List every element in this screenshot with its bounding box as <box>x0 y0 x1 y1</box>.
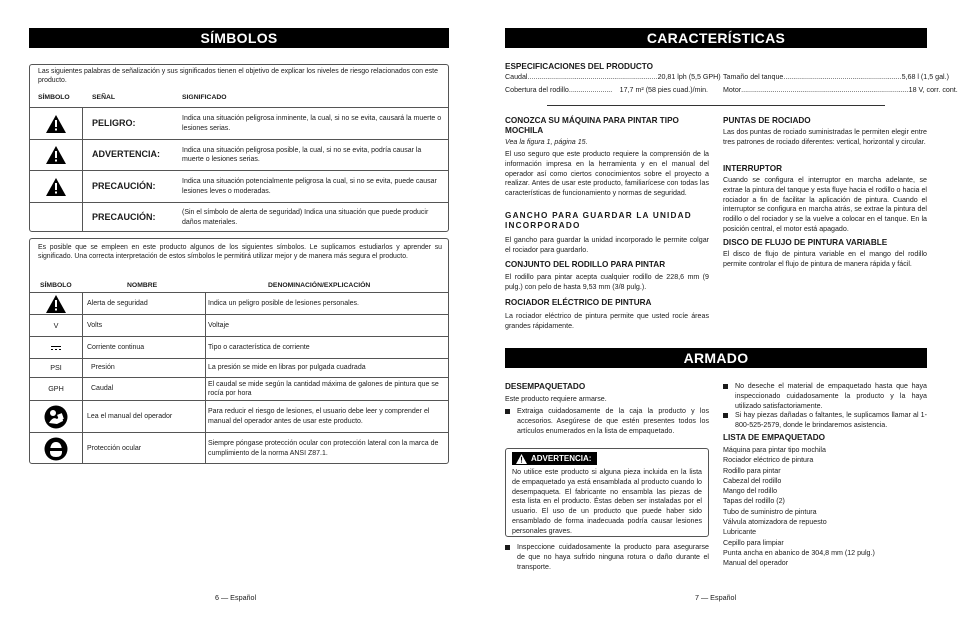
symbol-name: Presión <box>91 364 115 372</box>
read-manual-icon <box>30 401 82 432</box>
warning-label: ADVERTENCIA: <box>531 454 592 463</box>
symbol-name: Lea el manual del operador <box>87 412 173 420</box>
symbol-explanation: El caudal se mide según la cantidad máxima de galones de pintura que se rocía por hora <box>208 380 439 397</box>
alert-triangle-icon <box>30 108 82 139</box>
spec-row-flow: Caudal .................................................................. 20,81 lph (5,5 GPH) <box>505 73 721 81</box>
features-banner: CARACTERÍSTICAS <box>505 28 927 48</box>
unpack-bullet-4: Si hay piezas dañadas o faltantes, le suplicamos llamar al 1-800-525-2579, donde le brindaremos asistencia. <box>723 411 927 431</box>
list-item: Manual del operador <box>723 559 789 568</box>
spec-row-tank: Tamaño del tanque ............................................................ 5,68 l (1,5 gal.) <box>723 73 949 81</box>
sprayer-text: La rociador eléctrico de pintura permite que usted rocíe áreas grandes rápidamente. <box>505 312 709 330</box>
switch-title: INTERRUPTOR <box>723 164 782 173</box>
spec-value: 20,81 lph (5,5 GPH) <box>657 73 721 81</box>
disc-title: DISCO DE FLUJO DE PINTURA VARIABLE <box>723 238 888 247</box>
divider <box>547 105 885 106</box>
page-number-right: 7 — Español <box>695 593 737 602</box>
list-item: Cabezal del rodillo <box>723 476 782 485</box>
list-item: Tubo de suministro de pintura <box>723 507 817 516</box>
signal-row-warning <box>30 139 448 170</box>
spec-label: Motor <box>723 86 742 94</box>
signal-word: PELIGRO: <box>92 117 136 128</box>
packing-title: LISTA DE EMPAQUETADO <box>723 433 826 442</box>
spec-row-motor: Motor ..................................................................................... 18 V, corr. cont. <box>723 86 958 94</box>
signal-word: PRECAUCIÓN: <box>92 180 156 191</box>
signal-header-signal: SEÑAL <box>92 94 116 101</box>
list-item: Cepillo para limpiar <box>723 538 784 547</box>
symbol-code: GPH <box>48 384 64 394</box>
signal-meaning: (Sin el símbolo de alerta de seguridad) Indica una situación que puede producir daños materiales. <box>182 209 429 226</box>
eye-protection-icon <box>30 433 82 464</box>
list-item: Rodillo para pintar <box>723 466 781 475</box>
warning-header <box>512 452 597 465</box>
symbol-name: Caudal <box>91 385 114 393</box>
symbol-row-eye-protection <box>30 432 448 464</box>
know-text: El uso seguro que este producto requiere la comprensión de la información impresa en la herramienta y en el manual del operador así como ciertos conocimientos sobre el proyecto a realizar. Antes de usar este producto, familiarícese con todas las características de funcionamiento y normas de seguridad. <box>505 150 709 198</box>
unpack-bullet-3: No deseche el material de empaquetado hasta que haya inspeccionado cuidadosamente la producto y la haya utilizado satisfactoriamente. <box>723 382 927 411</box>
symbol-row-read-manual <box>30 400 448 432</box>
symbol-row-psi <box>30 358 448 377</box>
list-item: Máquina para pintar tipo mochila <box>723 446 826 454</box>
symbol-code: PSI <box>50 363 62 373</box>
symbol-explanation: Tipo o característica de corriente <box>208 343 310 351</box>
know-ref: Vea la figura 1, página 15. <box>505 138 588 146</box>
symbols-table-box <box>29 238 449 464</box>
symbols-header-symbol: SÍMBOLO <box>40 282 72 289</box>
symbols-banner: SÍMBOLOS <box>29 28 449 48</box>
spec-label: Cobertura del rodillo <box>505 86 569 94</box>
list-item: Rociador eléctrico de pintura <box>723 456 814 465</box>
spec-value: 18 V, corr. cont. <box>908 86 958 94</box>
signal-word: PRECAUCIÓN: <box>92 211 156 222</box>
list-item: Lubricante <box>723 528 757 537</box>
direct-current-icon <box>30 337 82 358</box>
symbol-row-gph <box>30 377 448 400</box>
switch-text: Cuando se configura el interruptor en marcha adelante, se extrae la pintura del tanque y esta fluye hacia el rodillo o hacia el rociador a fin de facilitar la aplicación de pintura. Cuando el interruptor se configura en marcha atrás, se extrae la pintura del rodillo o del rociador y se la vuelve a colocar en el tanque. En la posición central, el motor está apagado. <box>723 176 927 233</box>
roller-text: El rodillo para pintar acepta cualquier rodillo de 228,6 mm (9 pulg.) con pelo de hasta 9,53 mm (3/8 pulg.). <box>505 273 709 291</box>
roller-title: CONJUNTO DEL RODILLO PARA PINTAR <box>505 260 666 269</box>
unpack-bullet-1: Extraiga cuidadosamente de la caja la producto y los accesorios. Asegúrese de que estén presentes todos los artículos enumerados en la lista de empaquetado. <box>505 407 709 436</box>
spec-value: 5,68 l (1,5 gal.) <box>901 73 949 81</box>
spec-label: Tamaño del tanque <box>723 73 784 81</box>
alert-triangle-icon <box>30 171 82 202</box>
signal-meaning: Indica una situación peligrosa inminente, la cual, si no se evita, causará la muerte o lesiones serias. <box>182 115 442 132</box>
symbol-explanation: La presión se mide en libras por pulgada cuadrada <box>208 364 366 372</box>
signal-row-caution-property <box>30 202 448 232</box>
assembly-banner: ARMADO <box>505 348 927 368</box>
alert-triangle-icon <box>516 454 527 464</box>
signal-intro: Las siguientes palabras de señalización y sus significados tienen el objetivo de explicar los niveles de riesgo relacionados con este producto. <box>38 68 438 85</box>
signal-meaning: Indica una situación potencialmente peligrosa la cual, si no se evita, puede causar lesiones leves o moderadas. <box>182 178 437 195</box>
list-item: Punta ancha en abanico de 304,8 mm (12 pulg.) <box>723 548 875 557</box>
signal-row-danger <box>30 107 448 139</box>
specs-title: ESPECIFICACIONES DEL PRODUCTO <box>505 62 654 71</box>
symbol-row-volts <box>30 314 448 336</box>
symbol-name: Alerta de seguridad <box>87 299 148 307</box>
symbol-explanation: Voltaje <box>208 321 230 329</box>
signal-header-meaning: SIGNIFICADO <box>182 94 227 101</box>
sprayer-title: ROCIADOR ELÉCTRICO DE PINTURA <box>505 298 652 307</box>
hook-title: GANCHO PARA GUARDAR LA UNIDAD INCORPORADO <box>505 211 692 231</box>
tips-text: Las dos puntas de rociado suministradas le permiten elegir entre tres patrones de rociado diferentes: vertical, horizontal y circular. <box>723 128 927 146</box>
spec-row-coverage: Cobertura del rodillo ...................... 17,7 m² (58 pies cuad.)/min. <box>505 86 708 94</box>
symbol-code: V <box>53 320 59 330</box>
symbols-header-denomination: DENOMINACIÓN/EXPLICACIÓN <box>268 282 371 289</box>
signal-words-box <box>29 64 449 232</box>
packing-list <box>723 445 927 568</box>
symbol-explanation: Siempre póngase protección ocular con protección lateral con la marca de cumplimiento de la norma ANSI Z87.1. <box>208 440 439 457</box>
list-item: Válvula atomizadora de repuesto <box>723 517 827 526</box>
symbols-header-name: NOMBRE <box>127 282 158 289</box>
symbol-name: Volts <box>87 321 103 329</box>
symbol-row-safety-alert <box>30 292 448 314</box>
symbols-intro: Es posible que se empleen en este producto algunos de los siguientes símbolos. Le suplicamos estudiarlos y aprender su significado. Una correcta interpretación de estos símbolos le permitirá utilizar mejor y de manera más segura el producto. <box>38 244 442 261</box>
alert-triangle-icon <box>30 140 82 170</box>
warning-text: No utilice este producto si alguna pieza incluida en la lista de empaquetado ya está ensamblada al producto cuando lo desempaqueta. El fabricante no ensambla las piezas de esta lista en el producto. Éstas deben ser instaladas por el usuario. El uso de un producto que puede haber sido ensamblado de forma inadecuada podría causar lesiones personales graves. <box>512 468 702 535</box>
symbol-name: Corriente continua <box>87 343 145 351</box>
alert-triangle-icon <box>30 293 82 314</box>
symbol-row-dc <box>30 336 448 358</box>
warning-box <box>505 448 709 537</box>
unpack-bullet-2: Inspeccione cuidadosamente la producto para asegurarse de que no haya sufrido ninguna rotura o daño durante el transporte. <box>505 543 709 572</box>
hook-text: El gancho para guardar la unidad incorporado le permite colgar el rociador para guardarlo. <box>505 236 709 254</box>
signal-row-caution <box>30 170 448 202</box>
unpack-intro: Este producto requiere armarse. <box>505 395 607 403</box>
signal-meaning: Indica una situación peligrosa posible, la cual, si no se evita, podría causar la muerte o lesiones serias. <box>182 146 422 163</box>
page-number-left: 6 — Español <box>215 593 257 602</box>
list-item: Mango del rodillo <box>723 487 778 496</box>
symbol-name: Protección ocular <box>87 444 142 452</box>
signal-header-symbol: SÍMBOLO <box>38 94 70 101</box>
know-title: CONOZCA SU MÁQUINA PARA PINTAR TIPO MOCHILA <box>505 116 679 136</box>
disc-text: El disco de flujo de pintura variable en el mango del rodillo permite controlar el flujo de pintura de manera rápida y fácil. <box>723 250 927 268</box>
spec-label: Caudal <box>505 73 528 81</box>
tips-title: PUNTAS DE ROCIADO <box>723 116 811 125</box>
spec-value: 17,7 m² (58 pies cuad.)/min. <box>619 86 708 94</box>
symbol-explanation: Indica un peligro posible de lesiones personales. <box>208 299 359 307</box>
signal-word: ADVERTENCIA: <box>92 149 161 160</box>
list-item: Tapas del rodillo (2) <box>723 497 785 506</box>
unpack-title: DESEMPAQUETADO <box>505 382 586 391</box>
symbol-explanation: Para reducir el riesgo de lesiones, el usuario debe leer y comprender el manual del operador antes de usar este producto. <box>208 408 430 425</box>
